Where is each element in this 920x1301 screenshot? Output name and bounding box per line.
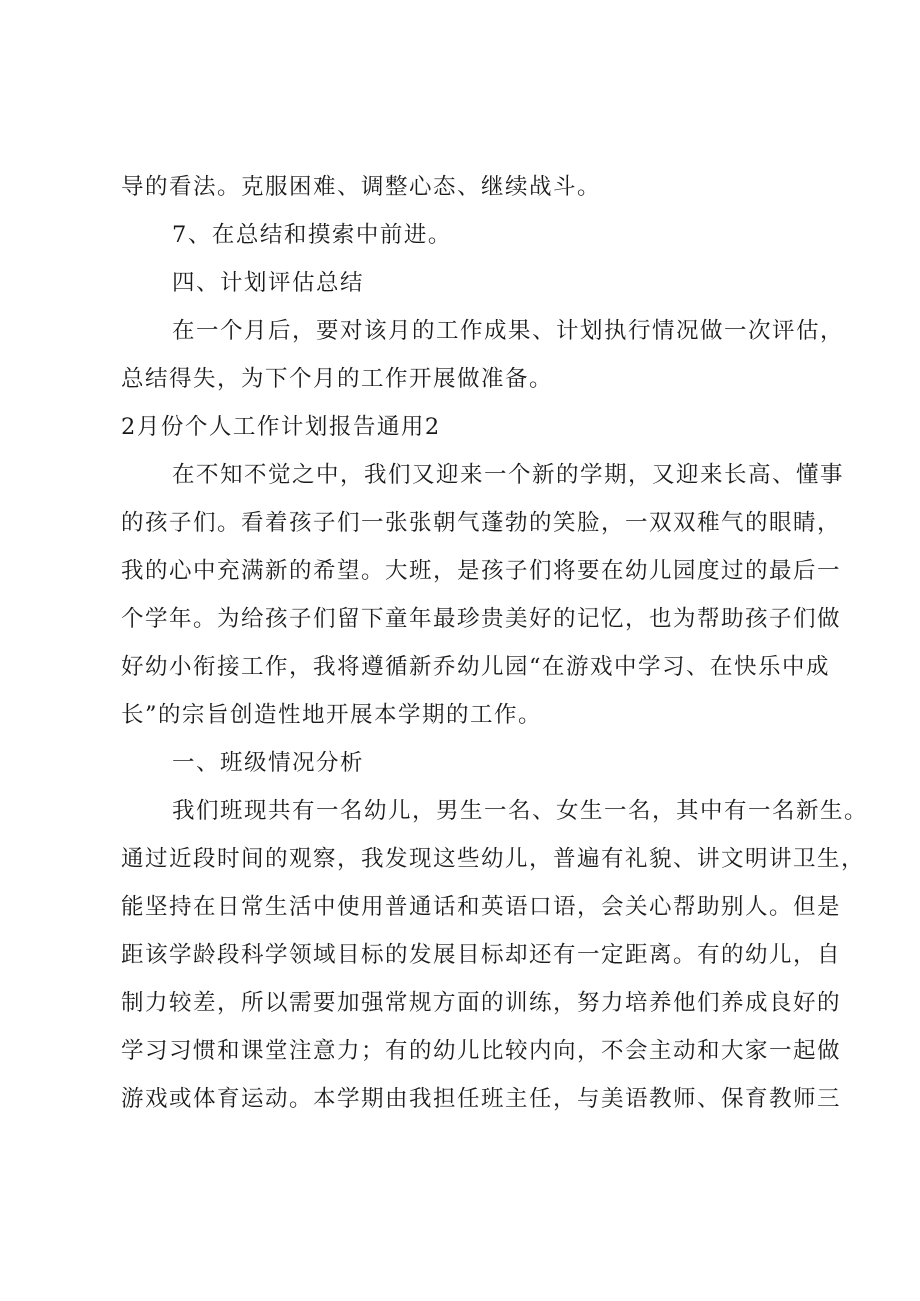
section-heading-plan-evaluation: 四、计划评估总结 xyxy=(172,270,365,296)
text-line-14: 我们班现共有一名幼儿，男生一名、女生一名，其中有一名新生。 xyxy=(172,798,869,824)
text-line-19: 学习习惯和课堂注意力；有的幼儿比较内向，不会主动和大家一起做 xyxy=(121,1038,842,1064)
text-line-4: 在一个月后，要对该月的工作成果、计划执行情况做一次评估， xyxy=(172,318,845,344)
text-line-11: 好幼小衔接工作，我将遵循新乔幼儿园“在游戏中学习、在快乐中成 xyxy=(121,654,831,680)
text-line-17: 距该学龄段科学领域目标的发展目标却还有一定距离。有的幼儿，自 xyxy=(121,942,842,968)
text-line-16: 能坚持在日常生活中使用普通话和英语口语，会关心帮助别人。但是 xyxy=(121,894,842,920)
text-line-7: 在不知不觉之中，我们又迎来一个新的学期，又迎来长高、懂事 xyxy=(172,462,845,488)
section-heading-class-analysis: 一、班级情况分析 xyxy=(172,750,365,776)
text-line-18: 制力较差，所以需要加强常规方面的训练，努力培养他们养成良好的 xyxy=(121,990,842,1016)
text-line-8: 的孩子们。看着孩子们一张张朝气蓬勃的笑脸，一双双稚气的眼睛， xyxy=(121,510,842,536)
text-line-2: 7、在总结和摸索中前进。 xyxy=(172,222,452,248)
text-line-5: 总结得失，为下个月的工作开展做准备。 xyxy=(121,366,554,392)
text-line-9: 我的心中充满新的希望。大班，是孩子们将要在幼儿园度过的最后一 xyxy=(121,558,842,584)
text-line-1: 导的看法。克服困难、调整心态、继续战斗。 xyxy=(121,174,602,200)
document-title: 2月份个人工作计划报告通用2 xyxy=(121,414,441,440)
text-line-10: 个学年。为给孩子们留下童年最珍贵美好的记忆，也为帮助孩子们做 xyxy=(121,606,842,632)
text-line-12: 长”的宗旨创造性地开展本学期的工作。 xyxy=(121,702,543,728)
text-line-20: 游戏或体育运动。本学期由我担任班主任，与美语教师、保育教师三 xyxy=(121,1086,842,1112)
text-line-15: 通过近段时间的观察，我发现这些幼儿，普遍有礼貌、讲文明讲卫生， xyxy=(121,846,866,872)
